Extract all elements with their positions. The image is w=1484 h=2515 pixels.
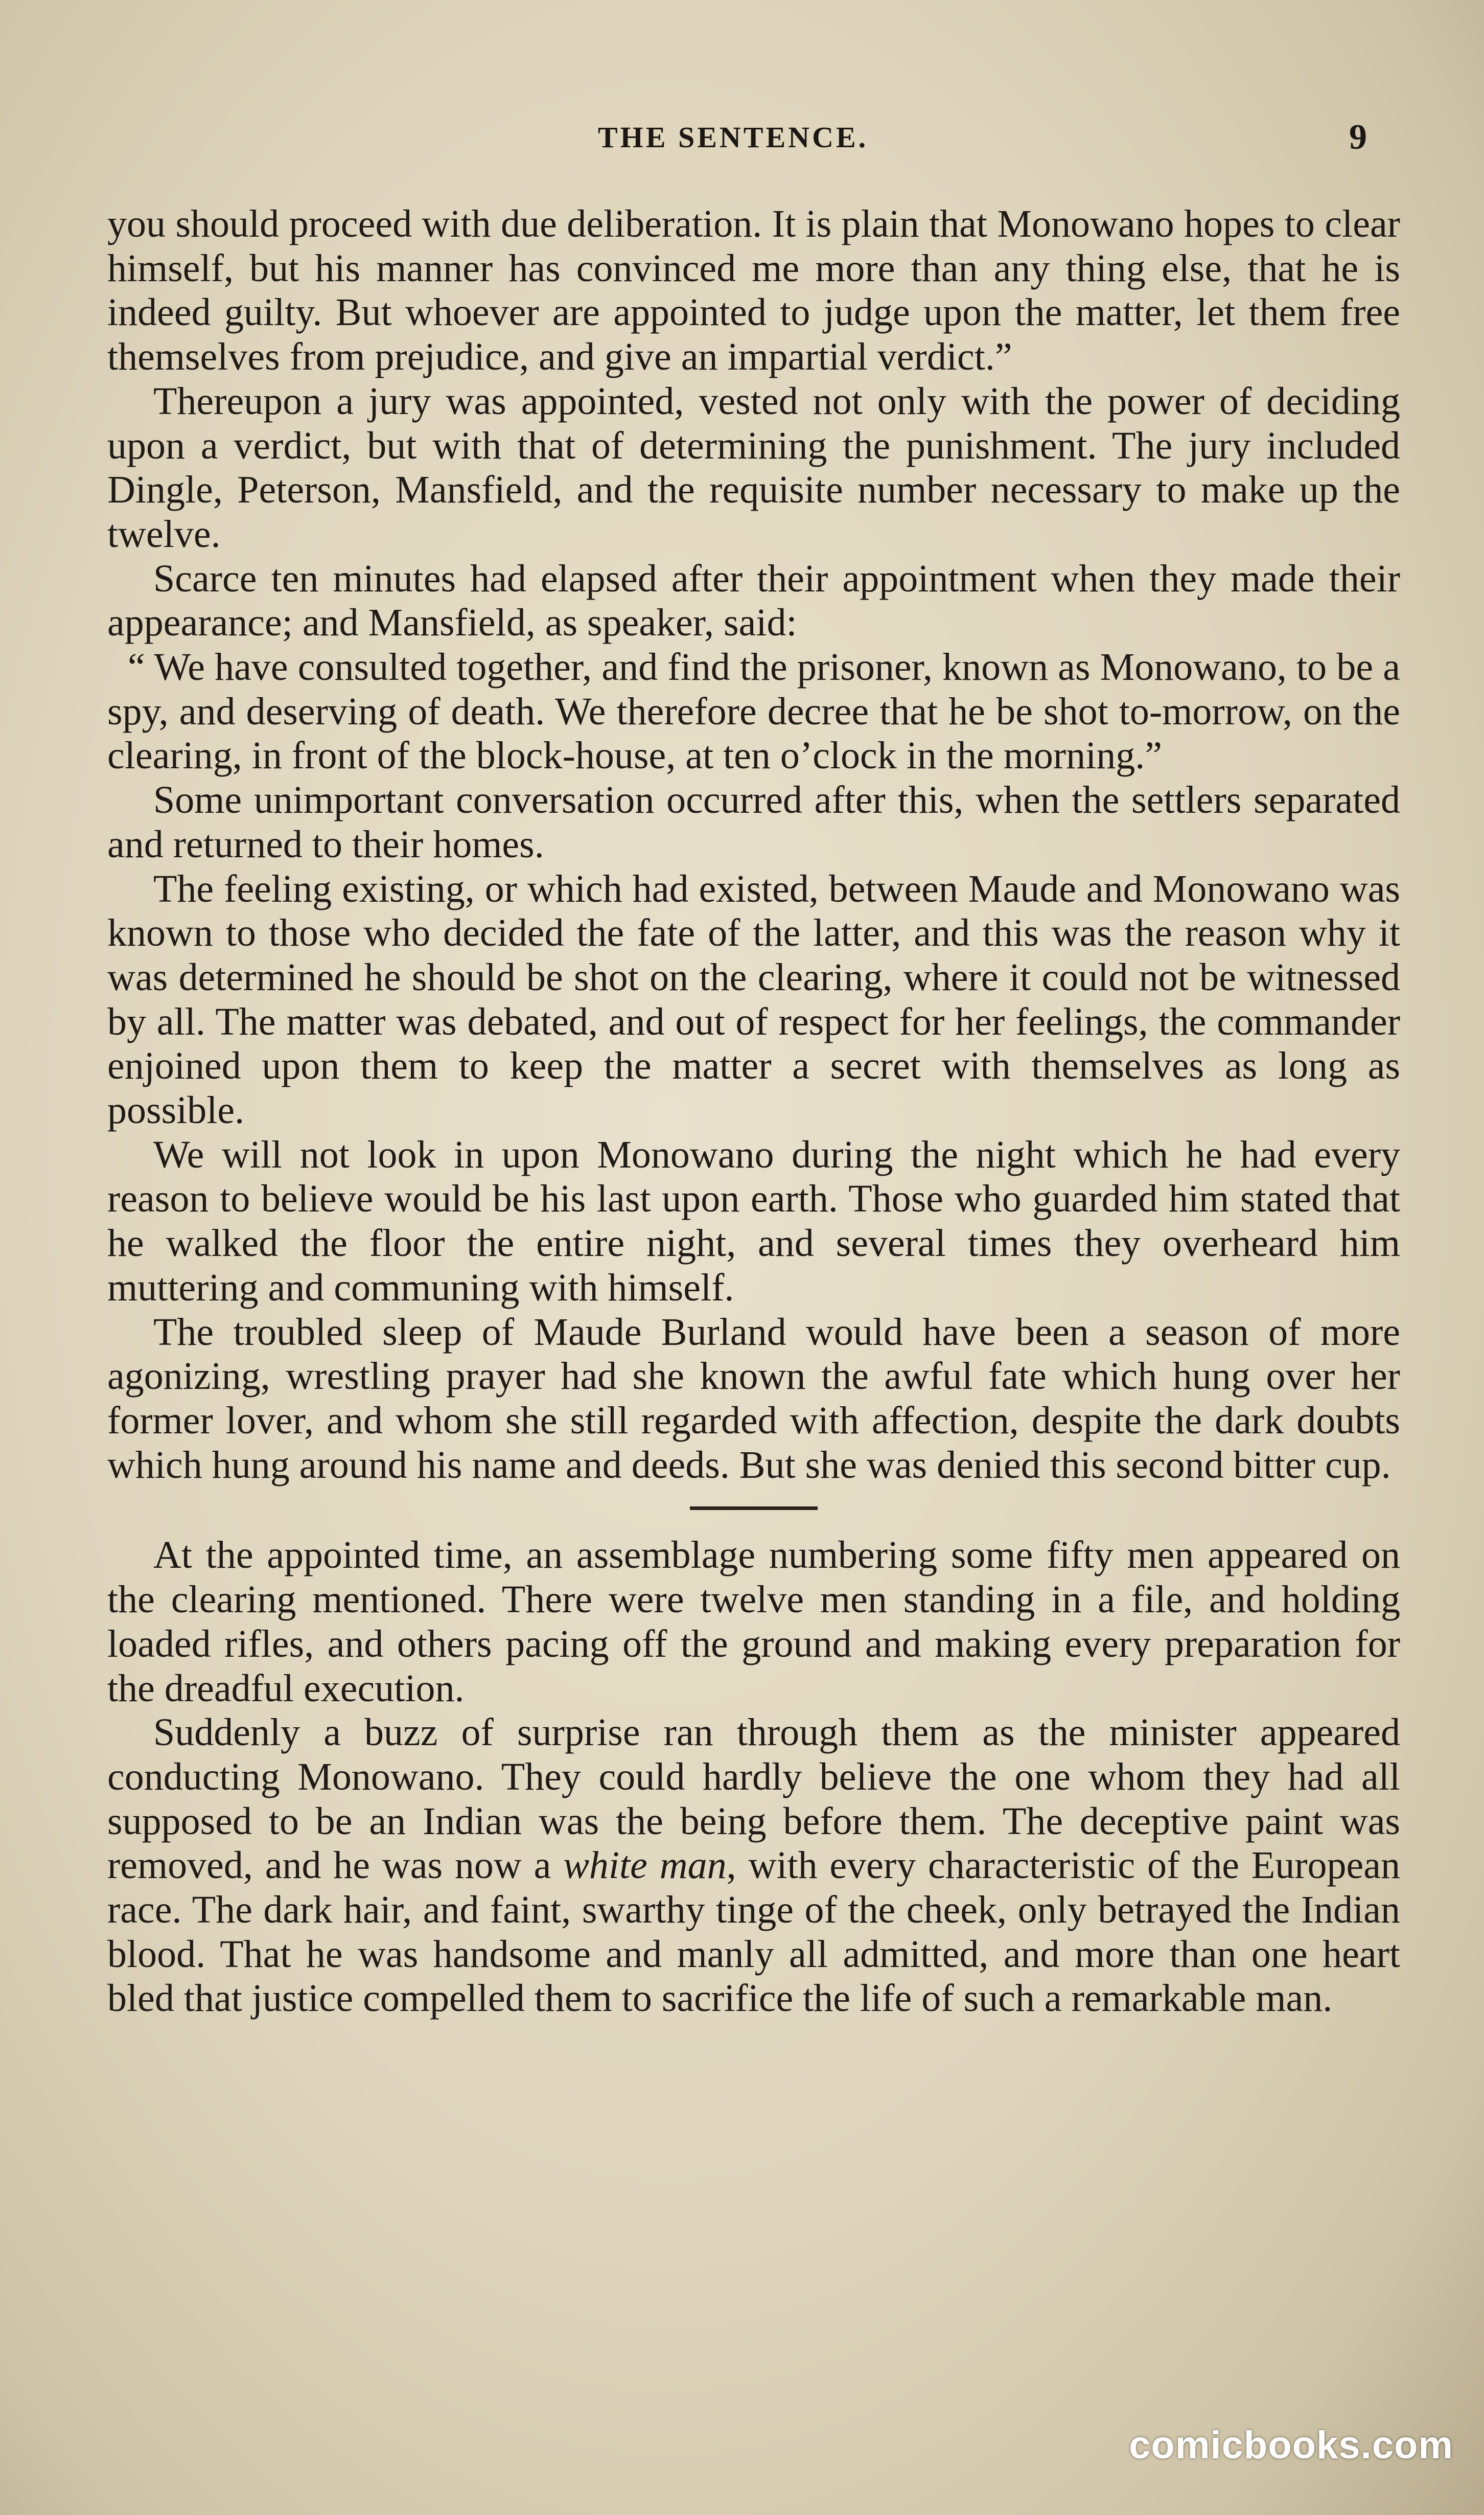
paragraph: The troubled sleep of Maude Burland would have been a season of more agonizing, wrestling prayer had she known the awful fate which hung over her former lover, and whom she still regarded with affection, despite the dark doubts which hung around his name and deeds. But she was denied this second bitter cup. (107, 1310, 1400, 1487)
paragraph: At the appointed time, an assemblage numbering some fifty men appeared on the clearing mentioned. There were twelve men standing in a file, and holding loaded rifles, and others pacing off the ground and making every preparation for the dreadful execution. (107, 1534, 1400, 1710)
running-head (0, 120, 1484, 156)
emphasis-text: white man (563, 1844, 727, 1887)
paragraph-quote: “ We have consulted together, and find the prisoner, known as Monowano, to be a spy, and deserving of death. We therefore decree that he be shot to-morrow, on the clearing, in front of the block-house, at ten o’clock in the morning.” (107, 646, 1400, 778)
paragraph-text: , with every characteristic of the European race. The dark hair, and faint, swarthy tinge of the cheek, only betrayed the Indian blood. That he was handsome and manly all admitted, and more than one heart bled that justice compelled them to sacrifice the life of such a remarkable man. (107, 1844, 1400, 2020)
page-number: 9 (1349, 118, 1367, 157)
paragraph: We will not look in upon Monowano during the night which he had every reason to believe would be his last upon earth. Those who guarded him stated that he walked the floor the entire night, and several times they overheard him muttering and communing with himself. (107, 1133, 1400, 1309)
paragraph: Some unimportant conversation occurred after this, when the settlers separated and returned to their homes. (107, 779, 1400, 866)
body-text (107, 202, 1400, 2021)
paragraph: Scarce ten minutes had elapsed after their appointment when they made their appearance; and Mansfield, as speaker, said: (107, 557, 1400, 645)
paragraph-text: Suddenly a buzz of surprise ran through them as the minister appeared conducting Monowano. They could hardly believe the one whom they had all supposed to be an Indian was the being before them. The deceptive paint was removed, and he was now a (107, 1711, 1400, 1887)
section-divider (690, 1506, 818, 1510)
paragraph: Thereupon a jury was appointed, vested not only with the power of deciding upon a verdict, but with that of determining the punishment. The jury included Dingle, Peterson, Mansfield, and the requisite number necessary to make up the twelve. (107, 379, 1400, 556)
watermark: comicbooks.com (1129, 2423, 1453, 2467)
paragraph (107, 1710, 1400, 2021)
paragraph: you should proceed with due deliberation. It is plain that Monowano hopes to clear himself, but his manner has convinced me more than any thing else, that he is indeed guilty. But whoever are appointed to judge upon the matter, let them free themselves from prejudice, and give an impartial verdict.” (107, 202, 1400, 379)
running-head-title: THE SENTENCE. (598, 121, 869, 154)
paragraph: The feeling existing, or which had existed, between Maude and Monowano was known to those who decided the fate of the latter, and this was the reason why it was determined he should be shot on the clearing, where it could not be witnessed by all. The matter was debated, and out of respect for her feelings, the commander enjoined upon them to keep the matter a secret with themselves as long as possible. (107, 867, 1400, 1132)
